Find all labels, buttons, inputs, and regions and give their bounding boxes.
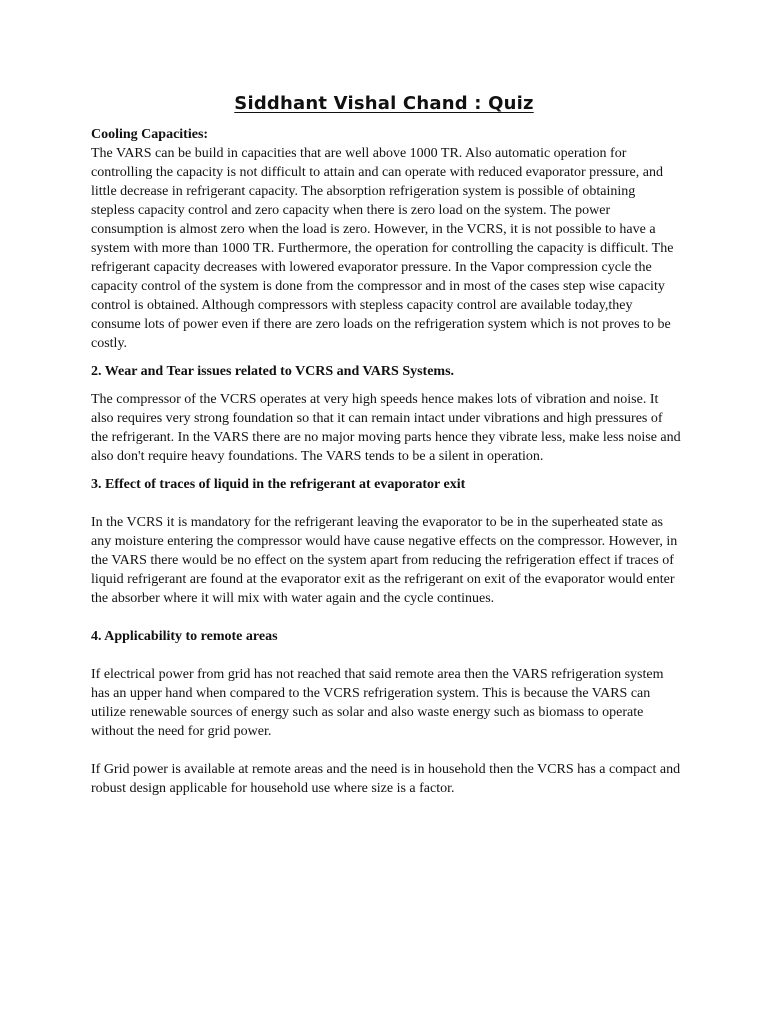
document-body (91, 125, 681, 798)
section-heading-cooling-capacities: Cooling Capacities: (91, 127, 209, 142)
section-paragraph-liquid-traces: In the VCRS it is mandatory for the refrigerant leaving the evaporator to be in the superheated state as any moisture entering the compressor would have cause negative effects on the compressor. However, in the VARS there would be no effect on the system apart from reducing the refrigeration effect if traces of liquid refrigerant are found at the evaporator exit as the refrigerant on exit of the evaporator would enter the absorber where it will mix with water again and the cycle continues. (91, 515, 678, 606)
section-heading-liquid-traces: 3. Effect of traces of liquid in the refrigerant at evaporator exit (91, 477, 466, 492)
section-paragraph-cooling-capacities: The VARS can be build in capacities that are well above 1000 TR. Also automatic operation for controlling the capacity is not difficult to attain and can operate with reduced evaporator pressure, and little decrease in refrigerant capacity. The absorption refrigeration system is possible of obtaining stepless capacity control and zero capacity when there is zero load on the system. The power consumption is almost zero when the load is zero. However, in the VCRS, it is not possible to have a system with more than 1000 TR. Furthermore, the operation for controlling the capacity is difficult. The refrigerant capacity decreases with lowered evaporator pressure. In the Vapor compression cycle the capacity control of the system is done from the compressor and in most of the cases step wise capacity control is obtained. Although compressors with stepless capacity control are available today,they consume lots of power even if there are zero loads on the refrigeration system which is not proves to be costly. (91, 146, 674, 351)
section-paragraph-remote-areas-2: If Grid power is available at remote areas and the need is in household then the VCRS has a compact and robust design applicable for household use where size is a factor. (91, 762, 681, 796)
document-title: Siddhant Vishal Chand : Quiz (234, 93, 534, 114)
section-paragraph-remote-areas-1: If electrical power from grid has not reached that said remote area then the VARS refrigeration system has an upper hand when compared to the VCRS refrigeration system. This is because the VARS can utilize renewable sources of energy such as solar and also waste energy such as biomass to operate without the need for grid power. (91, 667, 664, 739)
section-heading-wear-and-tear: 2. Wear and Tear issues related to VCRS and VARS Systems. (91, 364, 455, 379)
section-paragraph-wear-and-tear: The compressor of the VCRS operates at very high speeds hence makes lots of vibration and noise. It also requires very strong foundation so that it can remain intact under vibrations and high pressures of the refrigerant. In the VARS there are no major moving parts hence they vibrate less, make less noise and also don't require heavy foundations. The VARS tends to be a silent in operation. (91, 392, 681, 464)
section-heading-remote-areas: 4. Applicability to remote areas (91, 629, 278, 644)
